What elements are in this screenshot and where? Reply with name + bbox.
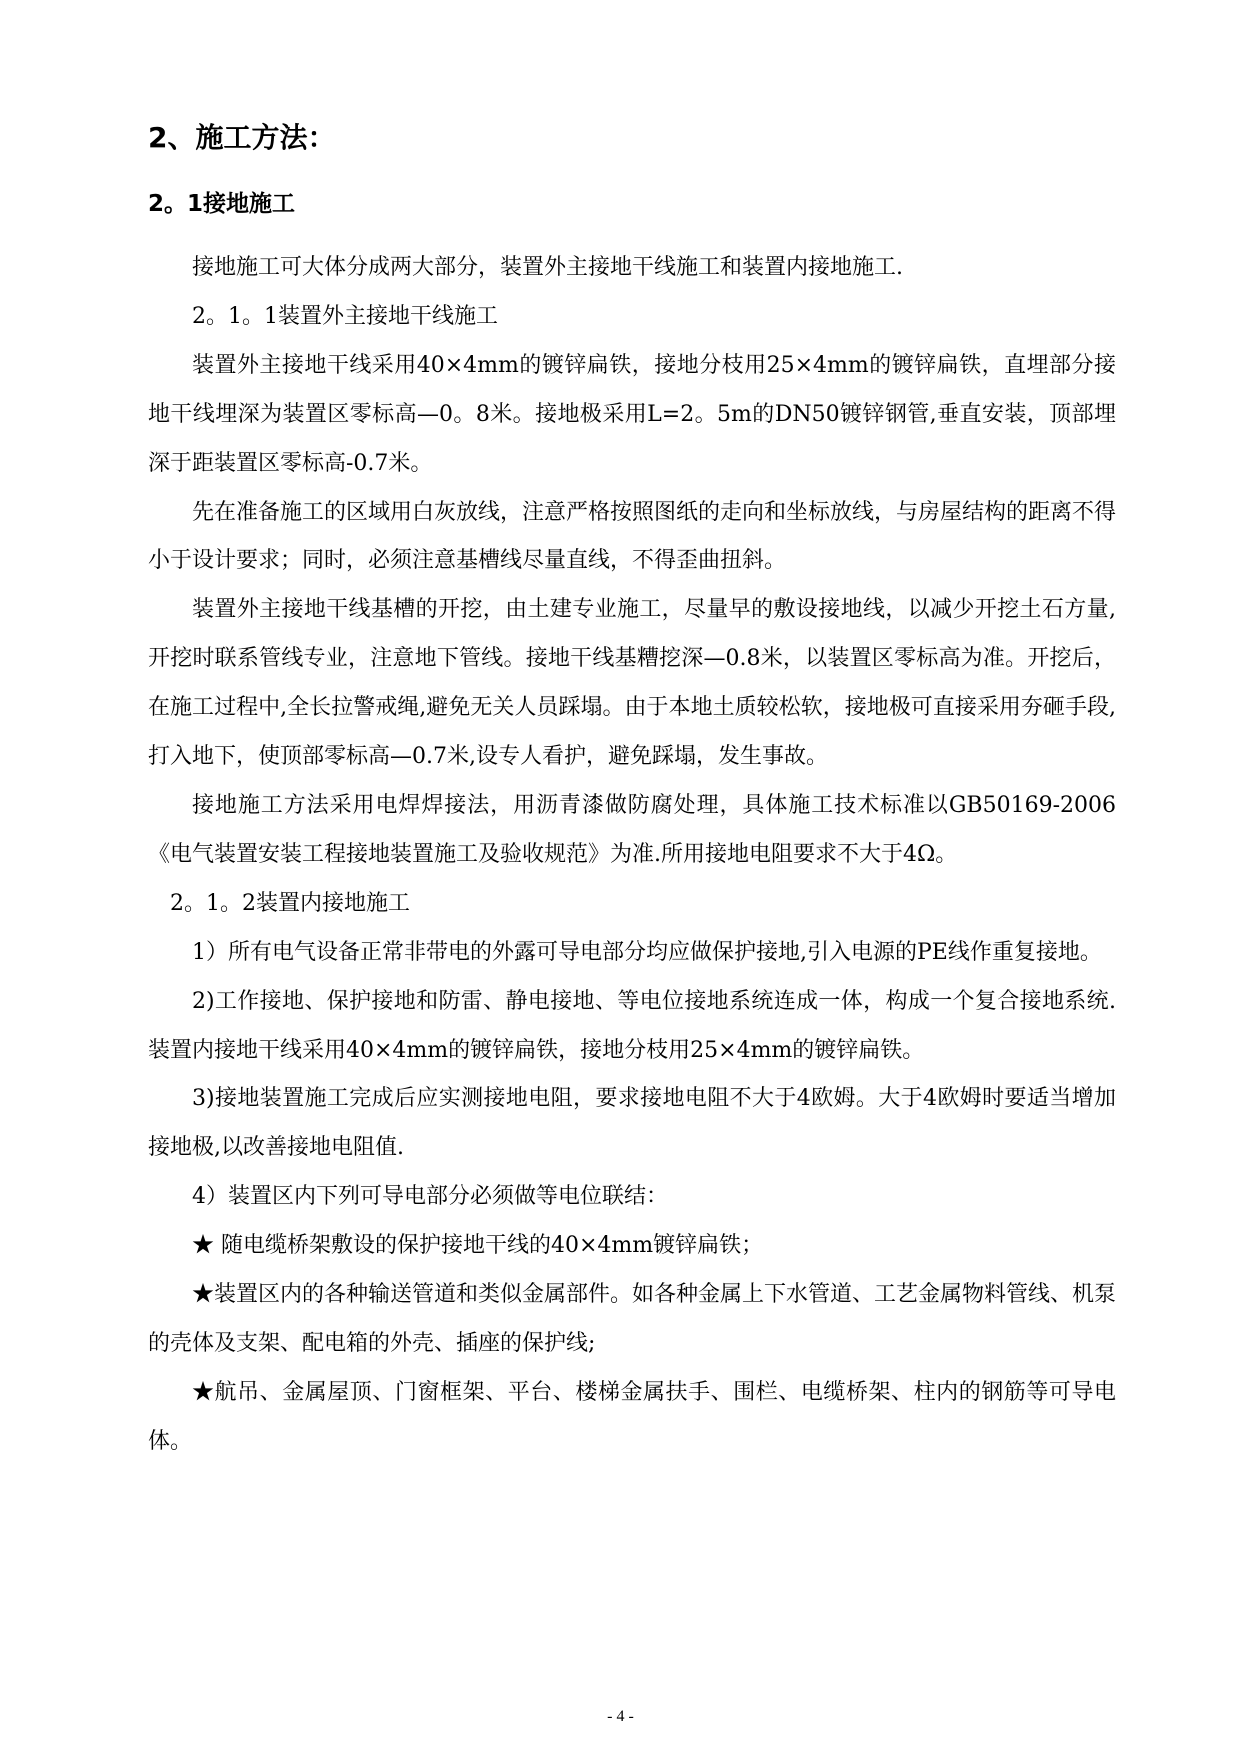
paragraph: 3)接地装置施工完成后应实测接地电阻，要求接地电阻不大于4欧姆。大于4欧姆时要适当增加接地极,以改善接地电阻值. bbox=[148, 1086, 1116, 1161]
body-text bbox=[148, 244, 1116, 1467]
paragraph: 2。1。1装置外主接地干线施工 bbox=[192, 303, 498, 329]
paragraph: 4）装置区内下列可导电部分必须做等电位联结： bbox=[192, 1184, 668, 1210]
page-number: - 4 - bbox=[607, 1708, 634, 1725]
section-heading: 2、施工方法： bbox=[148, 121, 336, 154]
paragraph: 装置外主接地干线基槽的开挖，由土建专业施工，尽量早的敷设接地线，以减少开挖土石方量,开挖时联系管线专业，注意地下管线。接地干线基糟挖深—0.8米，以装置区零标高为准。开挖后，在施工过程中,全长拉警戒绳,避免无关人员踩塌。由于本地土质较松软，接地极可直接采用夯砸手段,打入地下，使顶部零标高—0.7米,设专人看护，避免踩塌，发生事故。 bbox=[148, 597, 1116, 770]
paragraph: 接地施工方法采用电焊焊接法，用沥青漆做防腐处理，具体施工技术标准以GB50169-2006《电气装置安装工程接地装置施工及验收规范》为准.所用接地电阻要求不大于4Ω。 bbox=[148, 792, 1116, 867]
paragraph: 接地施工可大体分成两大部分，装置外主接地干线施工和装置内接地施工. bbox=[192, 255, 903, 280]
paragraph: ★航吊、金属屋顶、门窗框架、平台、楼梯金属扶手、围栏、电缆桥架、柱内的钢筋等可导电体。 bbox=[148, 1379, 1116, 1454]
paragraph: ★ 随电缆桥架敷设的保护接地干线的40×4mm镀锌扁铁； bbox=[192, 1233, 764, 1259]
paragraph: 装置外主接地干线采用40×4mm的镀锌扁铁，接地分枝用25×4mm的镀锌扁铁，直埋部分接地干线埋深为装置区零标高—0。8米。接地极采用L=2。5m的DN50镀锌钢管,垂直安装，顶部埋深于距装置区零标高-0.7米。 bbox=[148, 352, 1116, 476]
paragraph: 2)工作接地、保护接地和防雷、静电接地、等电位接地系统连成一体，构成一个复合接地系统.装置内接地干线采用40×4mm的镀锌扁铁，接地分枝用25×4mm的镀锌扁铁。 bbox=[148, 988, 1116, 1063]
paragraph: 2。1。2装置内接地施工 bbox=[170, 890, 410, 916]
subsection-heading: 2。1接地施工 bbox=[148, 191, 296, 217]
paragraph: 1）所有电气设备正常非带电的外露可导电部分均应做保护接地,引入电源的PE线作重复接地。 bbox=[192, 939, 1102, 965]
paragraph: 先在准备施工的区域用白灰放线，注意严格按照图纸的走向和坐标放线，与房屋结构的距离不得小于设计要求；同时，必须注意基槽线尽量直线，不得歪曲扭斜。 bbox=[148, 499, 1117, 574]
paragraph: ★装置区内的各种输送管道和类似金属部件。如各种金属上下水管道、工艺金属物料管线、机泵的壳体及支架、配电箱的外壳、插座的保护线; bbox=[148, 1282, 1117, 1356]
